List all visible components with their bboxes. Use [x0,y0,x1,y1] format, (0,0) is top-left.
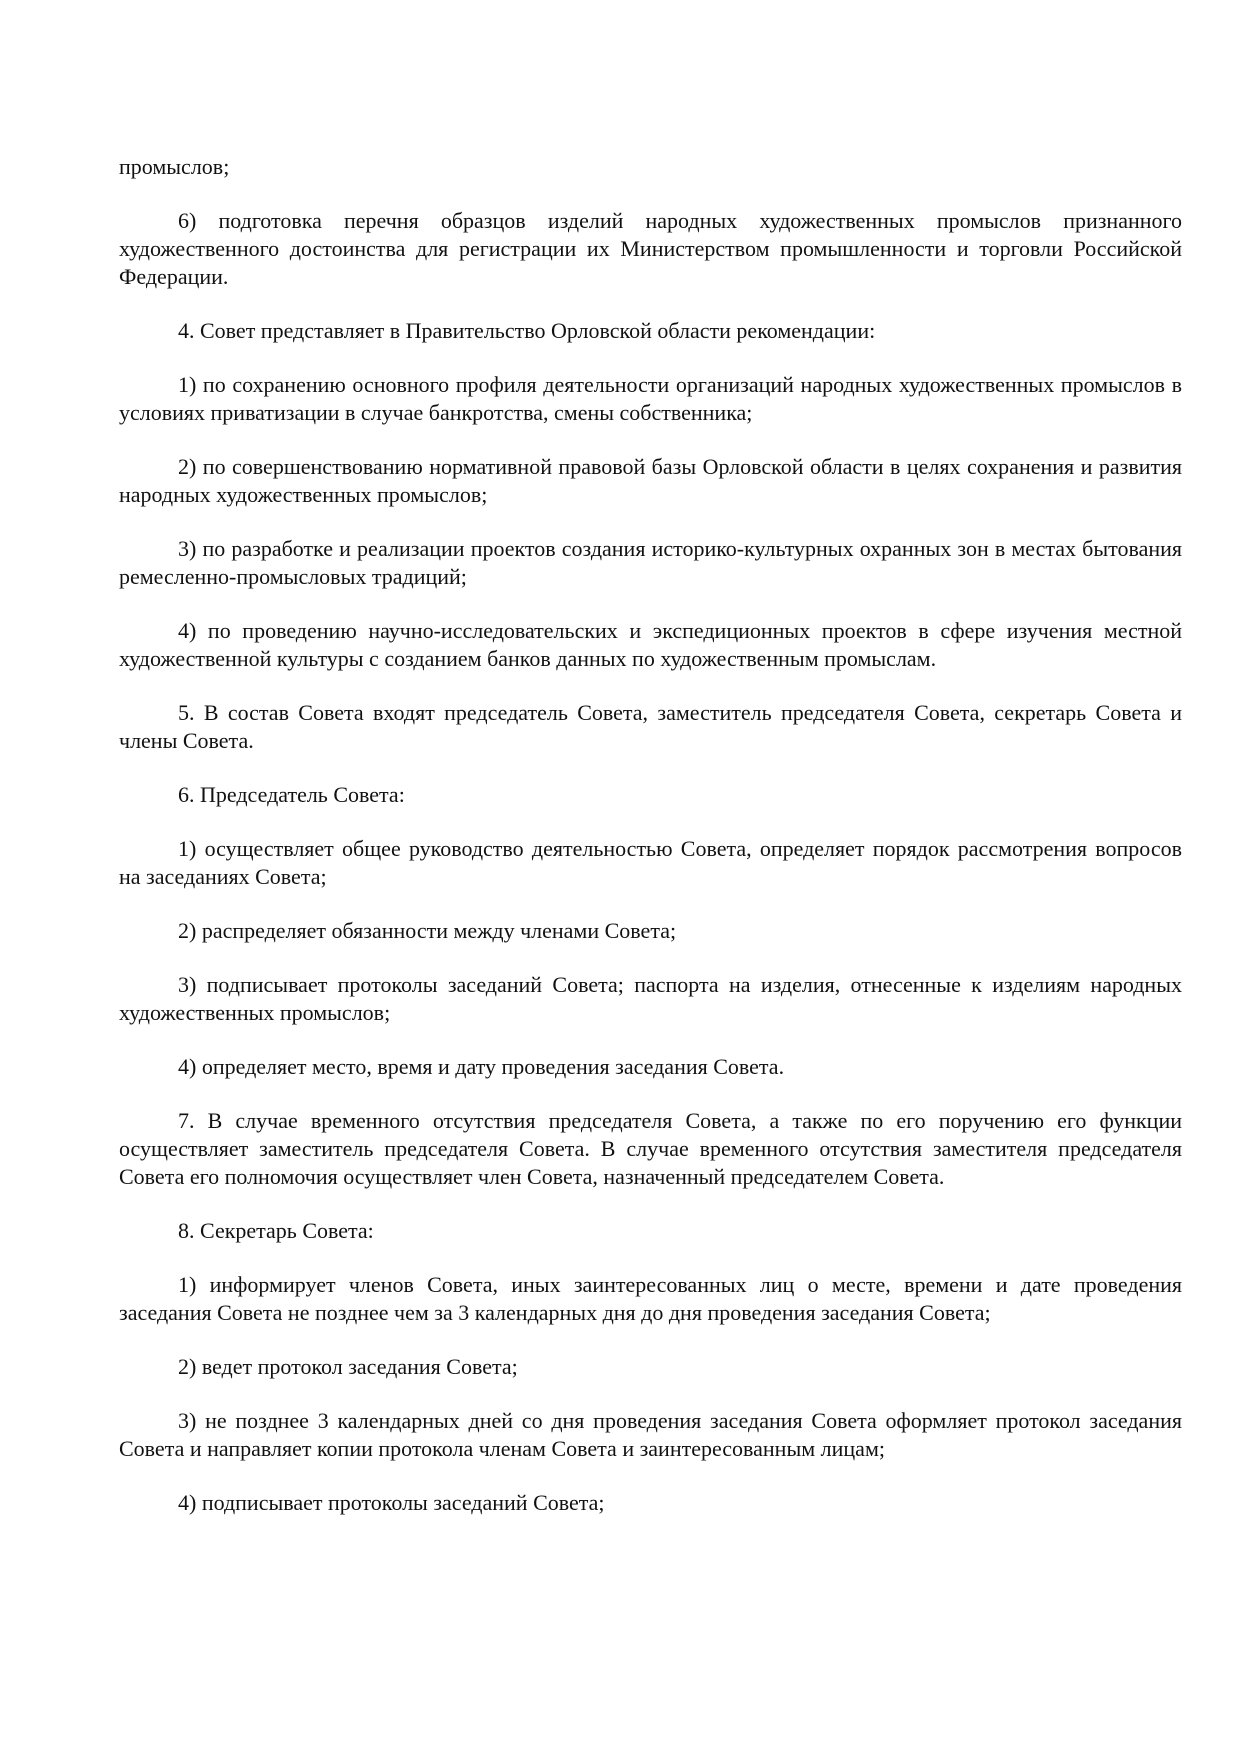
paragraph-section-6: 6. Председатель Совета: [178,782,405,807]
paragraph-item: 2) распределяет обязанности между членами Совета; [178,918,677,943]
paragraph-item: 4) подписывает протоколы заседаний Совета; [178,1490,605,1515]
paragraph-item: 1) информирует членов Совета, иных заинтересованных лиц о месте, времени и дате проведения заседания Совета не позднее чем за 3 календарных дня до дня проведения заседания Совета; [119,1272,1182,1325]
paragraph-section-7: 7. В случае временного отсутствия председателя Совета, а также по его поручению его функции осуществляет заместитель председателя Совета. В случае временного отсутствия заместителя председателя Совета его полномочия осуществляет член Совета, назначенный председателем Совета. [119,1108,1182,1189]
document-page [119,153,1182,1543]
paragraph-section-5: 5. В состав Совета входят председатель Совета, заместитель председателя Совета, секретарь Совета и члены Совета. [119,700,1182,753]
paragraph-item: 1) осуществляет общее руководство деятельностью Совета, определяет порядок рассмотрения вопросов на заседаниях Совета; [119,836,1182,889]
paragraph-section-8: 8. Секретарь Совета: [178,1218,374,1243]
paragraph-item: 2) ведет протокол заседания Совета; [178,1354,518,1379]
paragraph-item: 4) по проведению научно-исследовательских и экспедиционных проектов в сфере изучения местной художественной культуры с созданием банков данных по художественным промыслам. [119,618,1182,671]
paragraph-item: 3) по разработке и реализации проектов создания историко-культурных охранных зон в местах бытования ремесленно-промысловых традиций; [119,536,1182,589]
paragraph-item: 1) по сохранению основного профиля деятельности организаций народных художественных промыслов в условиях приватизации в случае банкротства, смены собственника; [119,372,1182,425]
paragraph-continuation: промыслов; [119,154,230,179]
paragraph-item: 3) подписывает протоколы заседаний Совета; паспорта на изделия, отнесенные к изделиям народных художественных промыслов; [119,972,1182,1025]
paragraph-item-6: 6) подготовка перечня образцов изделий народных художественных промыслов признанного художественного достоинства для регистрации их Министерством промышленности и торговли Российской Федерации. [119,208,1182,289]
paragraph-item: 4) определяет место, время и дату проведения заседания Совета. [178,1054,785,1079]
paragraph-item: 3) не позднее 3 календарных дней со дня проведения заседания Совета оформляет протокол заседания Совета и направляет копии протокола членам Совета и заинтересованным лицам; [119,1408,1182,1461]
paragraph-section-4: 4. Совет представляет в Правительство Орловской области рекомендации: [178,318,876,343]
paragraph-item: 2) по совершенствованию нормативной правовой базы Орловской области в целях сохранения и развития народных художественных промыслов; [119,454,1182,507]
